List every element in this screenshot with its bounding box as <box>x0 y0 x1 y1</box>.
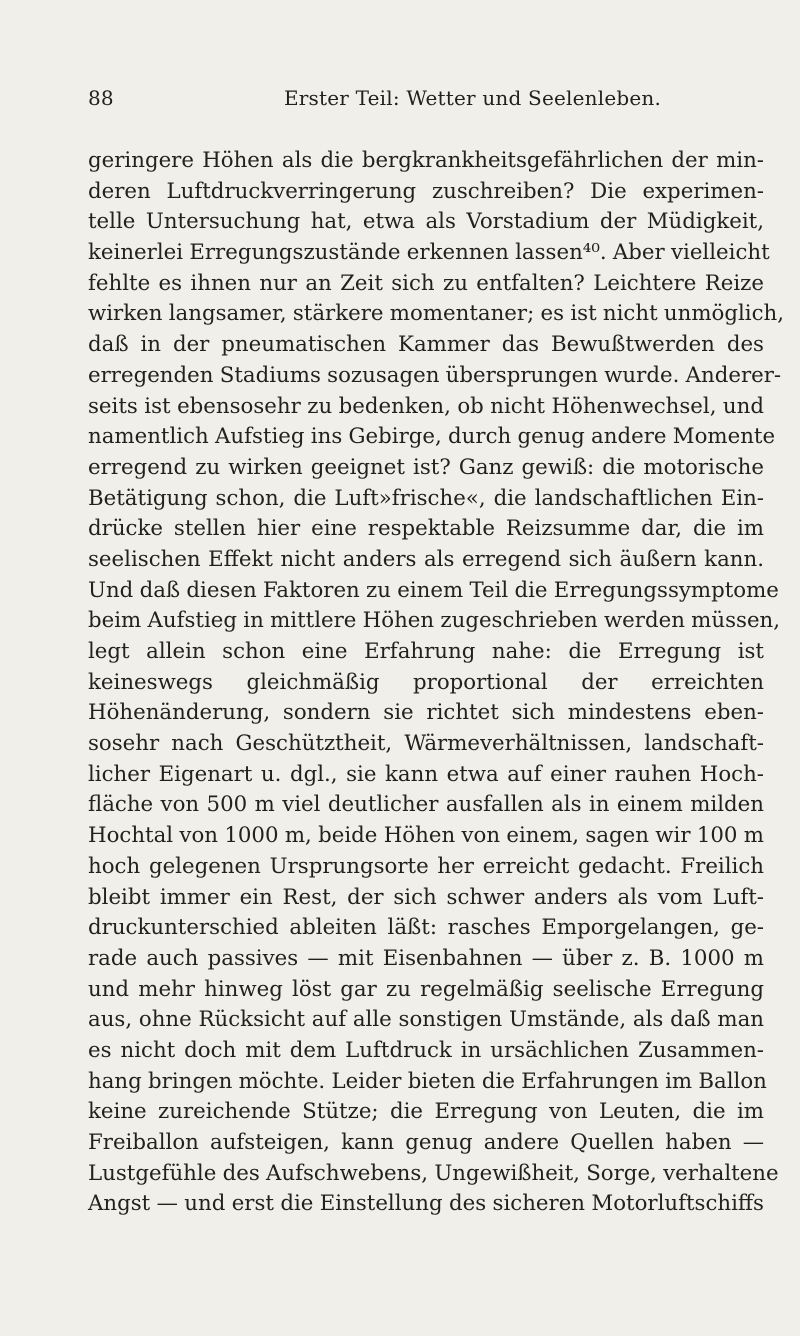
text-line: legt allein schon eine Erfahrung nahe: die Erregung ist <box>88 639 764 664</box>
text-line: erregenden Stadiums sozusagen übersprungen wurde. Anderer- <box>88 362 782 388</box>
text-line: Angst — und erst die Einstellung des sicheren Motorluftschiffs <box>88 1191 764 1217</box>
body-paragraph <box>88 146 785 1220</box>
text-line: geringere Höhen als die bergkrankheitsgefährlichen der min- <box>88 148 764 173</box>
text-line: Höhenänderung, sondern sie richtet sich mindestens eben- <box>88 700 764 726</box>
running-title: Erster Teil: Wetter und Seelenleben. <box>284 86 662 110</box>
text-line: hang bringen möchte. Leider bieten die Erfahrungen im Ballon <box>88 1068 767 1094</box>
text-line: erregend zu wirken geeignet ist? Ganz gewiß: die motorische <box>88 454 764 480</box>
text-line: fläche von 500 m viel deutlicher ausfallen als in einem milden <box>88 792 764 818</box>
text-line: Und daß diesen Faktoren zu einem Teil die Erregungssymptome <box>88 577 779 603</box>
text-line: daß in der pneumatischen Kammer das Bewußtwerden des <box>88 332 764 358</box>
text-line: seits ist ebensosehr zu bedenken, ob nicht Höhenwechsel, und <box>88 393 764 419</box>
text-line: es nicht doch mit dem Luftdruck in ursächlichen Zusammen- <box>88 1037 764 1063</box>
text-line: aus, ohne Rücksicht auf alle sonstigen Umstände, als daß man <box>88 1007 764 1033</box>
text-line: sosehr nach Geschütztheit, Wärmeverhältnissen, landschaft- <box>88 731 764 757</box>
page-number: 88 <box>88 86 114 110</box>
text-line: keinerlei Erregungszustände erkennen lassen⁴⁰. Aber vielleicht <box>88 240 770 266</box>
text-line: namentlich Aufstieg ins Gebirge, durch genug andere Momente <box>88 424 776 450</box>
text-line: drücke stellen hier eine respektable Reizsumme dar, die im <box>88 516 764 542</box>
text-line: beim Aufstieg in mittlere Höhen zugeschrieben werden müssen, <box>88 608 781 634</box>
text-line: rade auch passives — mit Eisenbahnen — über z. B. 1000 m <box>88 945 764 971</box>
text-line: telle Untersuchung hat, etwa als Vorstadium der Müdigkeit, <box>88 209 764 235</box>
text-line: deren Luftdruckverringerung zuschreiben? Die experimen- <box>88 178 764 204</box>
text-line: Betätigung schon, die Luft»frische«, die landschaftlichen Ein- <box>88 485 764 511</box>
text-line: Hochtal von 1000 m, beide Höhen von einem, sagen wir 100 m <box>88 823 764 849</box>
text-line: seelischen Effekt nicht anders als erregend sich äußern kann. <box>88 546 764 572</box>
text-line: hoch gelegenen Ursprungsorte her erreicht gedacht. Freilich <box>88 853 764 879</box>
text-line: Freiballon aufsteigen, kann genug andere Quellen haben — <box>88 1130 764 1155</box>
text-line: keineswegs gleichmäßig proportional der erreichten <box>88 669 764 695</box>
text-line: bleibt immer ein Rest, der sich schwer anders als vom Luft- <box>88 884 764 910</box>
text-line: licher Eigenart u. dgl., sie kann etwa auf einer rauhen Hoch- <box>88 761 764 787</box>
text-line: fehlte es ihnen nur an Zeit sich zu entfalten? Leichtere Reize <box>88 270 764 296</box>
text-line: Lustgefühle des Aufschwebens, Ungewißheit, Sorge, verhaltene <box>88 1160 779 1186</box>
text-line: und mehr hinweg löst gar zu regelmäßig seelische Erregung <box>88 976 764 1002</box>
page-header <box>88 86 758 120</box>
text-line: druckunterschied ableiten läßt: rasches Emporgelangen, ge- <box>88 915 764 941</box>
text-line: wirken langsamer, stärkere momentaner; es ist nicht unmöglich, <box>88 301 785 327</box>
text-line: keine zureichende Stütze; die Erregung von Leuten, die im <box>88 1099 764 1125</box>
